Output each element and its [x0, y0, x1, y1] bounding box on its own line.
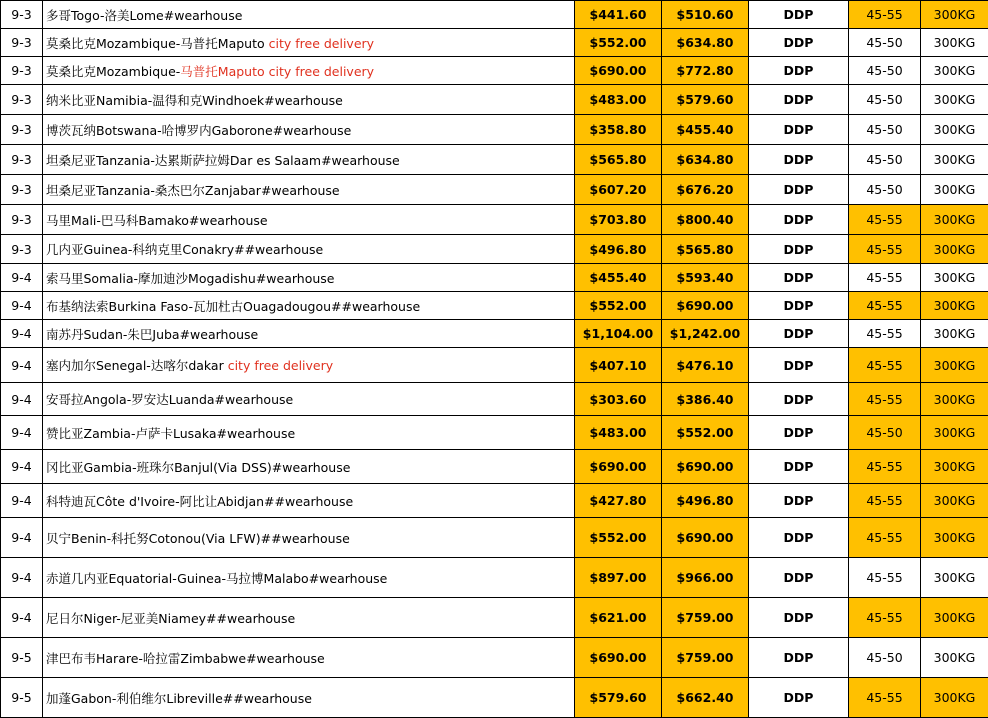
- route-code-cell: 9-3: [1, 1, 43, 29]
- price-1-cell: $496.80: [575, 235, 662, 264]
- transit-days-cell: 45-55: [849, 383, 921, 416]
- route-code-cell: 9-3: [1, 57, 43, 85]
- trade-term-cell: DDP: [749, 1, 849, 29]
- table-row: [1, 292, 988, 320]
- price-1-cell: $427.80: [575, 484, 662, 518]
- destination-text: 赞比亚Zambia-卢萨卡Lusaka#wearhouse: [46, 426, 295, 441]
- route-code-cell: 9-4: [1, 598, 43, 638]
- destination-text: 布基纳法索Burkina Faso-瓦加杜古Ouagadougou##wearhouse: [46, 299, 420, 314]
- price-2-cell: $579.60: [662, 85, 749, 115]
- table-row: [1, 518, 988, 558]
- route-code-cell: 9-5: [1, 678, 43, 718]
- route-code-cell: 9-4: [1, 484, 43, 518]
- weight-cell: 300KG: [921, 348, 988, 383]
- weight-cell: 300KG: [921, 115, 988, 145]
- destination-cell: [43, 518, 575, 558]
- destination-cell: [43, 264, 575, 292]
- price-1-cell: $1,104.00: [575, 320, 662, 348]
- destination-cell: [43, 638, 575, 678]
- delivery-note-text: city free delivery: [228, 358, 333, 373]
- weight-cell: 300KG: [921, 57, 988, 85]
- destination-text: 尼日尔Niger-尼亚美Niamey##wearhouse: [46, 611, 295, 626]
- weight-cell: 300KG: [921, 205, 988, 235]
- destination-text: 纳米比亚Namibia-温得和克Windhoek#wearhouse: [46, 93, 343, 108]
- destination-cell: [43, 320, 575, 348]
- price-1-cell: $579.60: [575, 678, 662, 718]
- route-code-cell: 9-3: [1, 205, 43, 235]
- destination-text: 马里Mali-巴马科Bamako#wearhouse: [46, 213, 268, 228]
- price-1-cell: $552.00: [575, 518, 662, 558]
- destination-text: 坦桑尼亚Tanzania-达累斯萨拉姆Dar es Salaam#wearhouse: [46, 153, 400, 168]
- transit-days-cell: 45-55: [849, 205, 921, 235]
- price-2-cell: $690.00: [662, 450, 749, 484]
- destination-text: 冈比亚Gambia-班珠尔Banjul(Via DSS)#wearhouse: [46, 460, 350, 475]
- route-code-cell: 9-4: [1, 450, 43, 484]
- trade-term-cell: DDP: [749, 518, 849, 558]
- table-row: [1, 205, 988, 235]
- price-2-cell: $759.00: [662, 598, 749, 638]
- trade-term-cell: DDP: [749, 235, 849, 264]
- price-1-cell: $552.00: [575, 292, 662, 320]
- transit-days-cell: 45-55: [849, 450, 921, 484]
- destination-cell: [43, 115, 575, 145]
- transit-days-cell: 45-55: [849, 235, 921, 264]
- destination-text: 莫桑比克Mozambique-: [46, 64, 180, 79]
- price-2-cell: $800.40: [662, 205, 749, 235]
- transit-days-cell: 45-55: [849, 320, 921, 348]
- weight-cell: 300KG: [921, 383, 988, 416]
- transit-days-cell: 45-55: [849, 484, 921, 518]
- destination-cell: [43, 235, 575, 264]
- weight-cell: 300KG: [921, 1, 988, 29]
- rate-table-body: [1, 1, 988, 718]
- trade-term-cell: DDP: [749, 348, 849, 383]
- weight-cell: 300KG: [921, 678, 988, 718]
- weight-cell: 300KG: [921, 638, 988, 678]
- price-1-cell: $358.80: [575, 115, 662, 145]
- table-row: [1, 320, 988, 348]
- destination-text: 科特迪瓦Côte d'Ivoire-阿比让Abidjan##wearhouse: [46, 494, 353, 509]
- transit-days-cell: 45-50: [849, 29, 921, 57]
- price-1-cell: $303.60: [575, 383, 662, 416]
- destination-cell: [43, 205, 575, 235]
- destination-text: 莫桑比克Mozambique-马普托Maputo: [46, 36, 269, 51]
- route-code-cell: 9-3: [1, 85, 43, 115]
- destination-text: 几内亚Guinea-科纳克里Conakry##wearhouse: [46, 242, 323, 257]
- price-1-cell: $565.80: [575, 145, 662, 175]
- trade-term-cell: DDP: [749, 320, 849, 348]
- transit-days-cell: 45-55: [849, 264, 921, 292]
- route-code-cell: 9-5: [1, 638, 43, 678]
- weight-cell: 300KG: [921, 175, 988, 205]
- weight-cell: 300KG: [921, 558, 988, 598]
- weight-cell: 300KG: [921, 484, 988, 518]
- route-code-cell: 9-4: [1, 320, 43, 348]
- destination-cell: [43, 383, 575, 416]
- price-2-cell: $386.40: [662, 383, 749, 416]
- price-2-cell: $690.00: [662, 292, 749, 320]
- price-2-cell: $759.00: [662, 638, 749, 678]
- trade-term-cell: DDP: [749, 145, 849, 175]
- price-1-cell: $897.00: [575, 558, 662, 598]
- destination-cell: [43, 558, 575, 598]
- route-code-cell: 9-4: [1, 518, 43, 558]
- destination-cell: [43, 598, 575, 638]
- price-2-cell: $966.00: [662, 558, 749, 598]
- table-row: [1, 383, 988, 416]
- price-2-cell: $676.20: [662, 175, 749, 205]
- price-1-cell: $552.00: [575, 29, 662, 57]
- destination-text: 索马里Somalia-摩加迪沙Mogadishu#wearhouse: [46, 271, 335, 286]
- price-1-cell: $407.10: [575, 348, 662, 383]
- table-row: [1, 29, 988, 57]
- route-code-cell: 9-4: [1, 292, 43, 320]
- transit-days-cell: 45-50: [849, 638, 921, 678]
- price-1-cell: $621.00: [575, 598, 662, 638]
- transit-days-cell: 45-50: [849, 416, 921, 450]
- price-2-cell: $662.40: [662, 678, 749, 718]
- destination-cell: [43, 85, 575, 115]
- weight-cell: 300KG: [921, 29, 988, 57]
- trade-term-cell: DDP: [749, 85, 849, 115]
- price-2-cell: $476.10: [662, 348, 749, 383]
- table-row: [1, 57, 988, 85]
- transit-days-cell: 45-50: [849, 145, 921, 175]
- price-2-cell: $510.60: [662, 1, 749, 29]
- trade-term-cell: DDP: [749, 638, 849, 678]
- transit-days-cell: 45-55: [849, 348, 921, 383]
- destination-text: 赤道几内亚Equatorial-Guinea-马拉博Malabo#wearhouse: [46, 571, 387, 586]
- weight-cell: 300KG: [921, 85, 988, 115]
- route-code-cell: 9-3: [1, 235, 43, 264]
- trade-term-cell: DDP: [749, 175, 849, 205]
- price-2-cell: $593.40: [662, 264, 749, 292]
- trade-term-cell: DDP: [749, 383, 849, 416]
- delivery-note-text: 马普托Maputo city free delivery: [180, 64, 374, 79]
- transit-days-cell: 45-50: [849, 115, 921, 145]
- weight-cell: 300KG: [921, 320, 988, 348]
- trade-term-cell: DDP: [749, 264, 849, 292]
- destination-text: 加蓬Gabon-利伯维尔Libreville##wearhouse: [46, 691, 312, 706]
- price-1-cell: $455.40: [575, 264, 662, 292]
- destination-cell: [43, 678, 575, 718]
- destination-text: 坦桑尼亚Tanzania-桑杰巴尔Zanjabar#wearhouse: [46, 183, 340, 198]
- price-2-cell: $634.80: [662, 29, 749, 57]
- table-row: [1, 638, 988, 678]
- price-1-cell: $441.60: [575, 1, 662, 29]
- destination-text: 多哥Togo-洛美Lome#wearhouse: [46, 8, 242, 23]
- transit-days-cell: 45-55: [849, 598, 921, 638]
- table-row: [1, 598, 988, 638]
- destination-text: 塞内加尔Senegal-达喀尔dakar: [46, 358, 228, 373]
- weight-cell: 300KG: [921, 416, 988, 450]
- trade-term-cell: DDP: [749, 115, 849, 145]
- destination-cell: [43, 1, 575, 29]
- price-1-cell: $483.00: [575, 85, 662, 115]
- table-row: [1, 484, 988, 518]
- destination-cell: [43, 292, 575, 320]
- price-2-cell: $1,242.00: [662, 320, 749, 348]
- route-code-cell: 9-4: [1, 348, 43, 383]
- price-1-cell: $690.00: [575, 638, 662, 678]
- table-row: [1, 145, 988, 175]
- route-code-cell: 9-3: [1, 145, 43, 175]
- route-code-cell: 9-4: [1, 416, 43, 450]
- price-1-cell: $607.20: [575, 175, 662, 205]
- price-2-cell: $772.80: [662, 57, 749, 85]
- transit-days-cell: 45-55: [849, 678, 921, 718]
- weight-cell: 300KG: [921, 292, 988, 320]
- table-row: [1, 558, 988, 598]
- destination-cell: [43, 175, 575, 205]
- destination-text: 安哥拉Angola-罗安达Luanda#wearhouse: [46, 392, 293, 407]
- table-row: [1, 678, 988, 718]
- trade-term-cell: DDP: [749, 205, 849, 235]
- price-2-cell: $634.80: [662, 145, 749, 175]
- destination-text: 南苏丹Sudan-朱巴Juba#wearhouse: [46, 327, 258, 342]
- destination-cell: [43, 145, 575, 175]
- trade-term-cell: DDP: [749, 598, 849, 638]
- route-code-cell: 9-4: [1, 558, 43, 598]
- delivery-note-text: city free delivery: [269, 36, 374, 51]
- weight-cell: 300KG: [921, 145, 988, 175]
- transit-days-cell: 45-55: [849, 292, 921, 320]
- weight-cell: 300KG: [921, 518, 988, 558]
- destination-cell: [43, 57, 575, 85]
- transit-days-cell: 45-50: [849, 175, 921, 205]
- price-2-cell: $496.80: [662, 484, 749, 518]
- trade-term-cell: DDP: [749, 450, 849, 484]
- table-row: [1, 115, 988, 145]
- table-row: [1, 450, 988, 484]
- table-row: [1, 175, 988, 205]
- trade-term-cell: DDP: [749, 678, 849, 718]
- weight-cell: 300KG: [921, 450, 988, 484]
- transit-days-cell: 45-50: [849, 85, 921, 115]
- route-code-cell: 9-4: [1, 264, 43, 292]
- destination-text: 贝宁Benin-科托努Cotonou(Via LFW)##wearhouse: [46, 531, 350, 546]
- trade-term-cell: DDP: [749, 558, 849, 598]
- route-code-cell: 9-3: [1, 175, 43, 205]
- destination-cell: [43, 348, 575, 383]
- price-2-cell: $565.80: [662, 235, 749, 264]
- trade-term-cell: DDP: [749, 416, 849, 450]
- trade-term-cell: DDP: [749, 292, 849, 320]
- table-row: [1, 1, 988, 29]
- destination-cell: [43, 416, 575, 450]
- transit-days-cell: 45-55: [849, 1, 921, 29]
- price-1-cell: $483.00: [575, 416, 662, 450]
- route-code-cell: 9-3: [1, 115, 43, 145]
- destination-cell: [43, 484, 575, 518]
- weight-cell: 300KG: [921, 264, 988, 292]
- destination-cell: [43, 29, 575, 57]
- route-code-cell: 9-4: [1, 383, 43, 416]
- table-row: [1, 348, 988, 383]
- price-2-cell: $690.00: [662, 518, 749, 558]
- price-2-cell: $455.40: [662, 115, 749, 145]
- weight-cell: 300KG: [921, 598, 988, 638]
- trade-term-cell: DDP: [749, 57, 849, 85]
- route-code-cell: 9-3: [1, 29, 43, 57]
- weight-cell: 300KG: [921, 235, 988, 264]
- price-1-cell: $703.80: [575, 205, 662, 235]
- trade-term-cell: DDP: [749, 484, 849, 518]
- destination-text: 博茨瓦纳Botswana-哈博罗内Gaborone#wearhouse: [46, 123, 351, 138]
- table-row: [1, 264, 988, 292]
- table-row: [1, 235, 988, 264]
- transit-days-cell: 45-55: [849, 518, 921, 558]
- table-row: [1, 416, 988, 450]
- trade-term-cell: DDP: [749, 29, 849, 57]
- price-1-cell: $690.00: [575, 57, 662, 85]
- destination-cell: [43, 450, 575, 484]
- transit-days-cell: 45-50: [849, 57, 921, 85]
- table-row: [1, 85, 988, 115]
- destination-text: 津巴布韦Harare-哈拉雷Zimbabwe#wearhouse: [46, 651, 325, 666]
- transit-days-cell: 45-55: [849, 558, 921, 598]
- price-1-cell: $690.00: [575, 450, 662, 484]
- price-2-cell: $552.00: [662, 416, 749, 450]
